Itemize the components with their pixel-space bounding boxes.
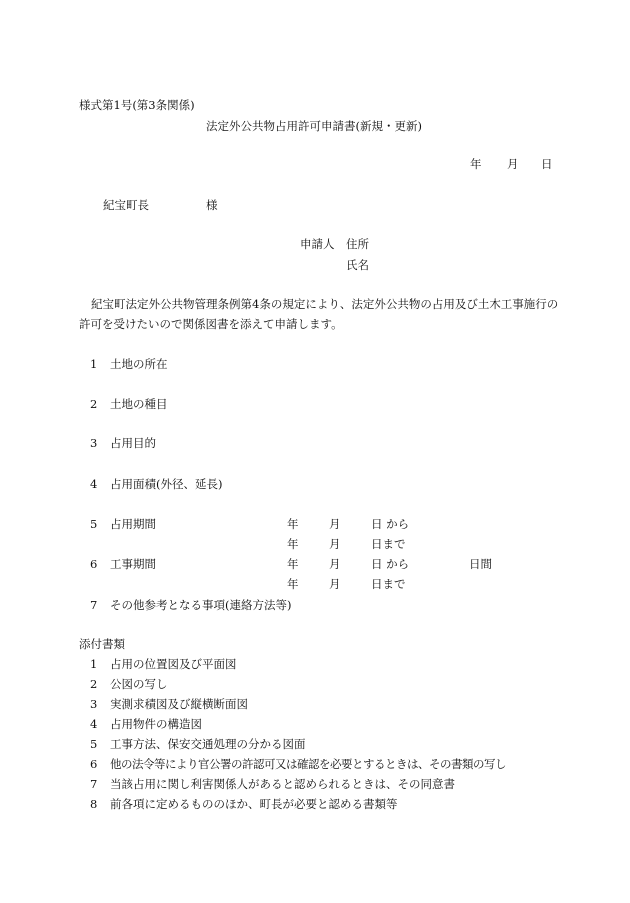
period-end-row: [0, 577, 630, 591]
attachment-row: [0, 717, 630, 731]
attachment-number: 8: [90, 797, 98, 811]
addressee-honorific: 様: [206, 198, 218, 212]
item-label: 占用目的: [110, 436, 156, 450]
attachment-row: [0, 677, 630, 691]
period-year: 年: [287, 577, 299, 591]
attachment-label: 工事方法、保安交通処理の分かる図面: [110, 737, 306, 751]
item-label: 土地の種目: [110, 397, 168, 411]
attachments-heading: 添付書類: [79, 637, 125, 651]
date-month: 月: [507, 157, 519, 171]
attachment-label: 占用物件の構造図: [110, 717, 202, 731]
attachment-label: 前各項に定めるもののほか、町長が必要と認める書類等: [110, 797, 398, 811]
period-month: 月: [329, 557, 341, 571]
body-text: 紀宝町法定外公共物管理条例第4条の規定により、法定外公共物の占用及び土木工事施行の許可を受けたいので関係図書を添えて申請します。: [79, 297, 559, 331]
period-to: 日まで: [371, 537, 406, 551]
period-year: 年: [287, 517, 299, 531]
item-row: [0, 598, 630, 612]
attachment-number: 1: [90, 657, 98, 671]
period-year: 年: [287, 537, 299, 551]
period-month: 月: [329, 577, 341, 591]
period-days: 日間: [469, 557, 492, 571]
date-year: 年: [470, 157, 482, 171]
applicant-label: 申請人: [300, 237, 335, 251]
attachment-row: [0, 737, 630, 751]
applicant-address-label: 住所: [346, 237, 369, 251]
attachment-number: 4: [90, 717, 98, 731]
item-row: [0, 357, 630, 371]
period-month: 月: [329, 517, 341, 531]
item-row-occupancy-period: [0, 517, 630, 531]
period-to: 日まで: [371, 577, 406, 591]
attachment-label: 占用の位置図及び平面図: [110, 657, 237, 671]
date-day: 日: [541, 157, 553, 171]
item-number: 6: [90, 557, 98, 571]
item-label: 占用期間: [110, 517, 156, 531]
attachment-label: 他の法令等により官公署の許認可又は確認を必要とするときは、その書類の写し: [110, 757, 506, 771]
item-number: 2: [90, 397, 98, 411]
attachment-label: 実測求積図及び縦横断面図: [110, 697, 248, 711]
item-label: 土地の所在: [110, 357, 168, 371]
period-year: 年: [287, 557, 299, 571]
period-end-row: [0, 537, 630, 551]
item-number: 4: [90, 477, 98, 491]
item-number: 7: [90, 598, 98, 612]
item-number: 3: [90, 436, 98, 450]
period-from: 日 から: [371, 517, 410, 531]
item-number: 1: [90, 357, 98, 371]
attachment-row: [0, 757, 630, 771]
attachment-row: [0, 777, 630, 791]
applicant-name-label: 氏名: [346, 258, 369, 272]
attachment-number: 7: [90, 777, 98, 791]
attachment-row: [0, 697, 630, 711]
attachment-label: 当該占用に関し利害関係人があると認められるときは、その同意書: [110, 777, 455, 791]
attachment-row: [0, 797, 630, 811]
attachment-number: 2: [90, 677, 98, 691]
addressee-name: 紀宝町長: [103, 198, 149, 212]
item-label: 工事期間: [110, 557, 156, 571]
item-label: 占用面積(外径、延長): [110, 477, 223, 491]
form-title: 法定外公共物占用許可申請書(新規・更新): [206, 119, 422, 133]
item-row-construction-period: [0, 557, 630, 571]
attachment-number: 6: [90, 757, 98, 771]
item-row: [0, 436, 630, 450]
item-label: その他参考となる事項(連絡方法等): [110, 598, 292, 612]
period-from: 日 から: [371, 557, 410, 571]
form-label: 様式第1号(第3条関係): [79, 98, 195, 112]
attachment-label: 公図の写し: [110, 677, 168, 691]
attachment-number: 5: [90, 737, 98, 751]
attachment-number: 3: [90, 697, 98, 711]
item-number: 5: [90, 517, 98, 531]
item-row: [0, 397, 630, 411]
attachment-row: [0, 657, 630, 671]
item-row: [0, 477, 630, 491]
period-month: 月: [329, 537, 341, 551]
